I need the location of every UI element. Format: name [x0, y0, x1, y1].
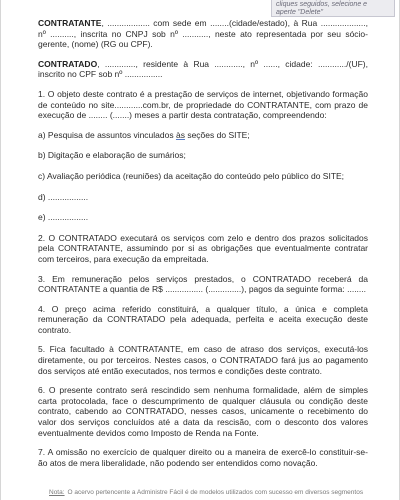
clause-1-item-e: e) ................. [38, 212, 89, 223]
editing-tip [271, 0, 395, 17]
clause-1-item-a-underlined: às [175, 129, 185, 140]
footnote-text: O acervo pertencente a Administre Fácil é de modelos utilizados com sucesso em diversos segmentos [67, 489, 364, 496]
clause-7: 7. A omissão no exercício de qualquer direito ou a maneira de exercê-lo constituir-se-ão atos de mera liberalidade, não podendo ser entendidos como novação. [38, 447, 368, 468]
editing-tip-line-2: aperte "Delete" [276, 9, 323, 16]
party-contratante [38, 18, 368, 50]
clause-6: 6. O presente contrato será rescindido sem nenhuma formalidade, além de simples carta protocolada, face o descumprimento de qualquer cláusula ou condição deste contrato, cabendo ao CONTRATADO, nesses casos, unicamente o recebimento do valor dos serviços concluídos até a data da rescisão, com o desconto dos valores eventualmente devidos como Imposto de Renda na Fonte. [38, 385, 368, 438]
party-contratante-label: CONTRATANTE [38, 18, 102, 28]
clause-1-item-a [38, 130, 368, 141]
clause-1-item-b: b) Digitação e elaboração de sumários; [38, 150, 186, 161]
party-contratado-label: CONTRATADO [38, 58, 98, 69]
clause-1-item-a-post: seções do SITE; [184, 129, 250, 140]
party-contratante-text: , .................. com sede em ........(cidade/estado), à Rua ..................., nº .........., inscrita no CNPJ sob nº ..........., neste ato representada por seu sócio-gerente, (nome) (RG ou CPF). [38, 18, 368, 50]
party-contratado [38, 59, 368, 80]
contract-body [38, 18, 368, 477]
clause-1-intro: 1. O objeto deste contrato é a prestação de serviços de internet, objetivando formação de conteúdo no site............com.br, de propriedade do CONTRATANTE, com prazo de execução de ........ (.......) meses a partir desta contratação, compreendendo: [38, 88, 368, 121]
party-contratado-text: , ............., residente à Rua ............, nº ......, cidade: ............/(UF), inscrito no CPF sob nº ................ [38, 58, 368, 80]
clause-5: 5. Fica facultado à CONTRATANTE, em caso de atraso dos serviços, executá-los diretamente, ou por terceiros. Nestes casos, o CONTRATADO fará jus ao pagamento dos serviços até então executados, nos termos e condições deste contrato. [38, 344, 368, 376]
footnote [49, 489, 399, 496]
clause-3: 3. Em remuneração pelos serviços prestados, o CONTRATADO receberá da CONTRATANTE a quantia de R$ ................ (..............), pagos da seguinte forma: ........ [38, 273, 368, 295]
clause-4: 4. O preço acima referido constituirá, a qualquer título, a única e completa remuneração da CONTRATADO pela adequada, perfeita e aceita execução deste contrato. [38, 303, 368, 335]
clause-1-item-c: c) Avaliação periódica (reuniões) da aceitação do conteúdo pelo público do SITE; [38, 170, 345, 181]
clause-2: 2. O CONTRATADO executará os serviços com zelo e dentro dos prazos solicitados pela CONTRATANTE, assumindo por si as obrigações que eventualmente contratar com terceiros, para execução da empreitada. [38, 232, 368, 264]
editing-tip-line-1: cliques seguidos, selecione e [276, 1, 368, 8]
clause-1-item-d: d) ................. [38, 191, 89, 202]
clause-1-item-a-pre: a) Pesquisa de assuntos vinculados [38, 129, 176, 140]
footnote-label: Nota: [49, 489, 65, 496]
